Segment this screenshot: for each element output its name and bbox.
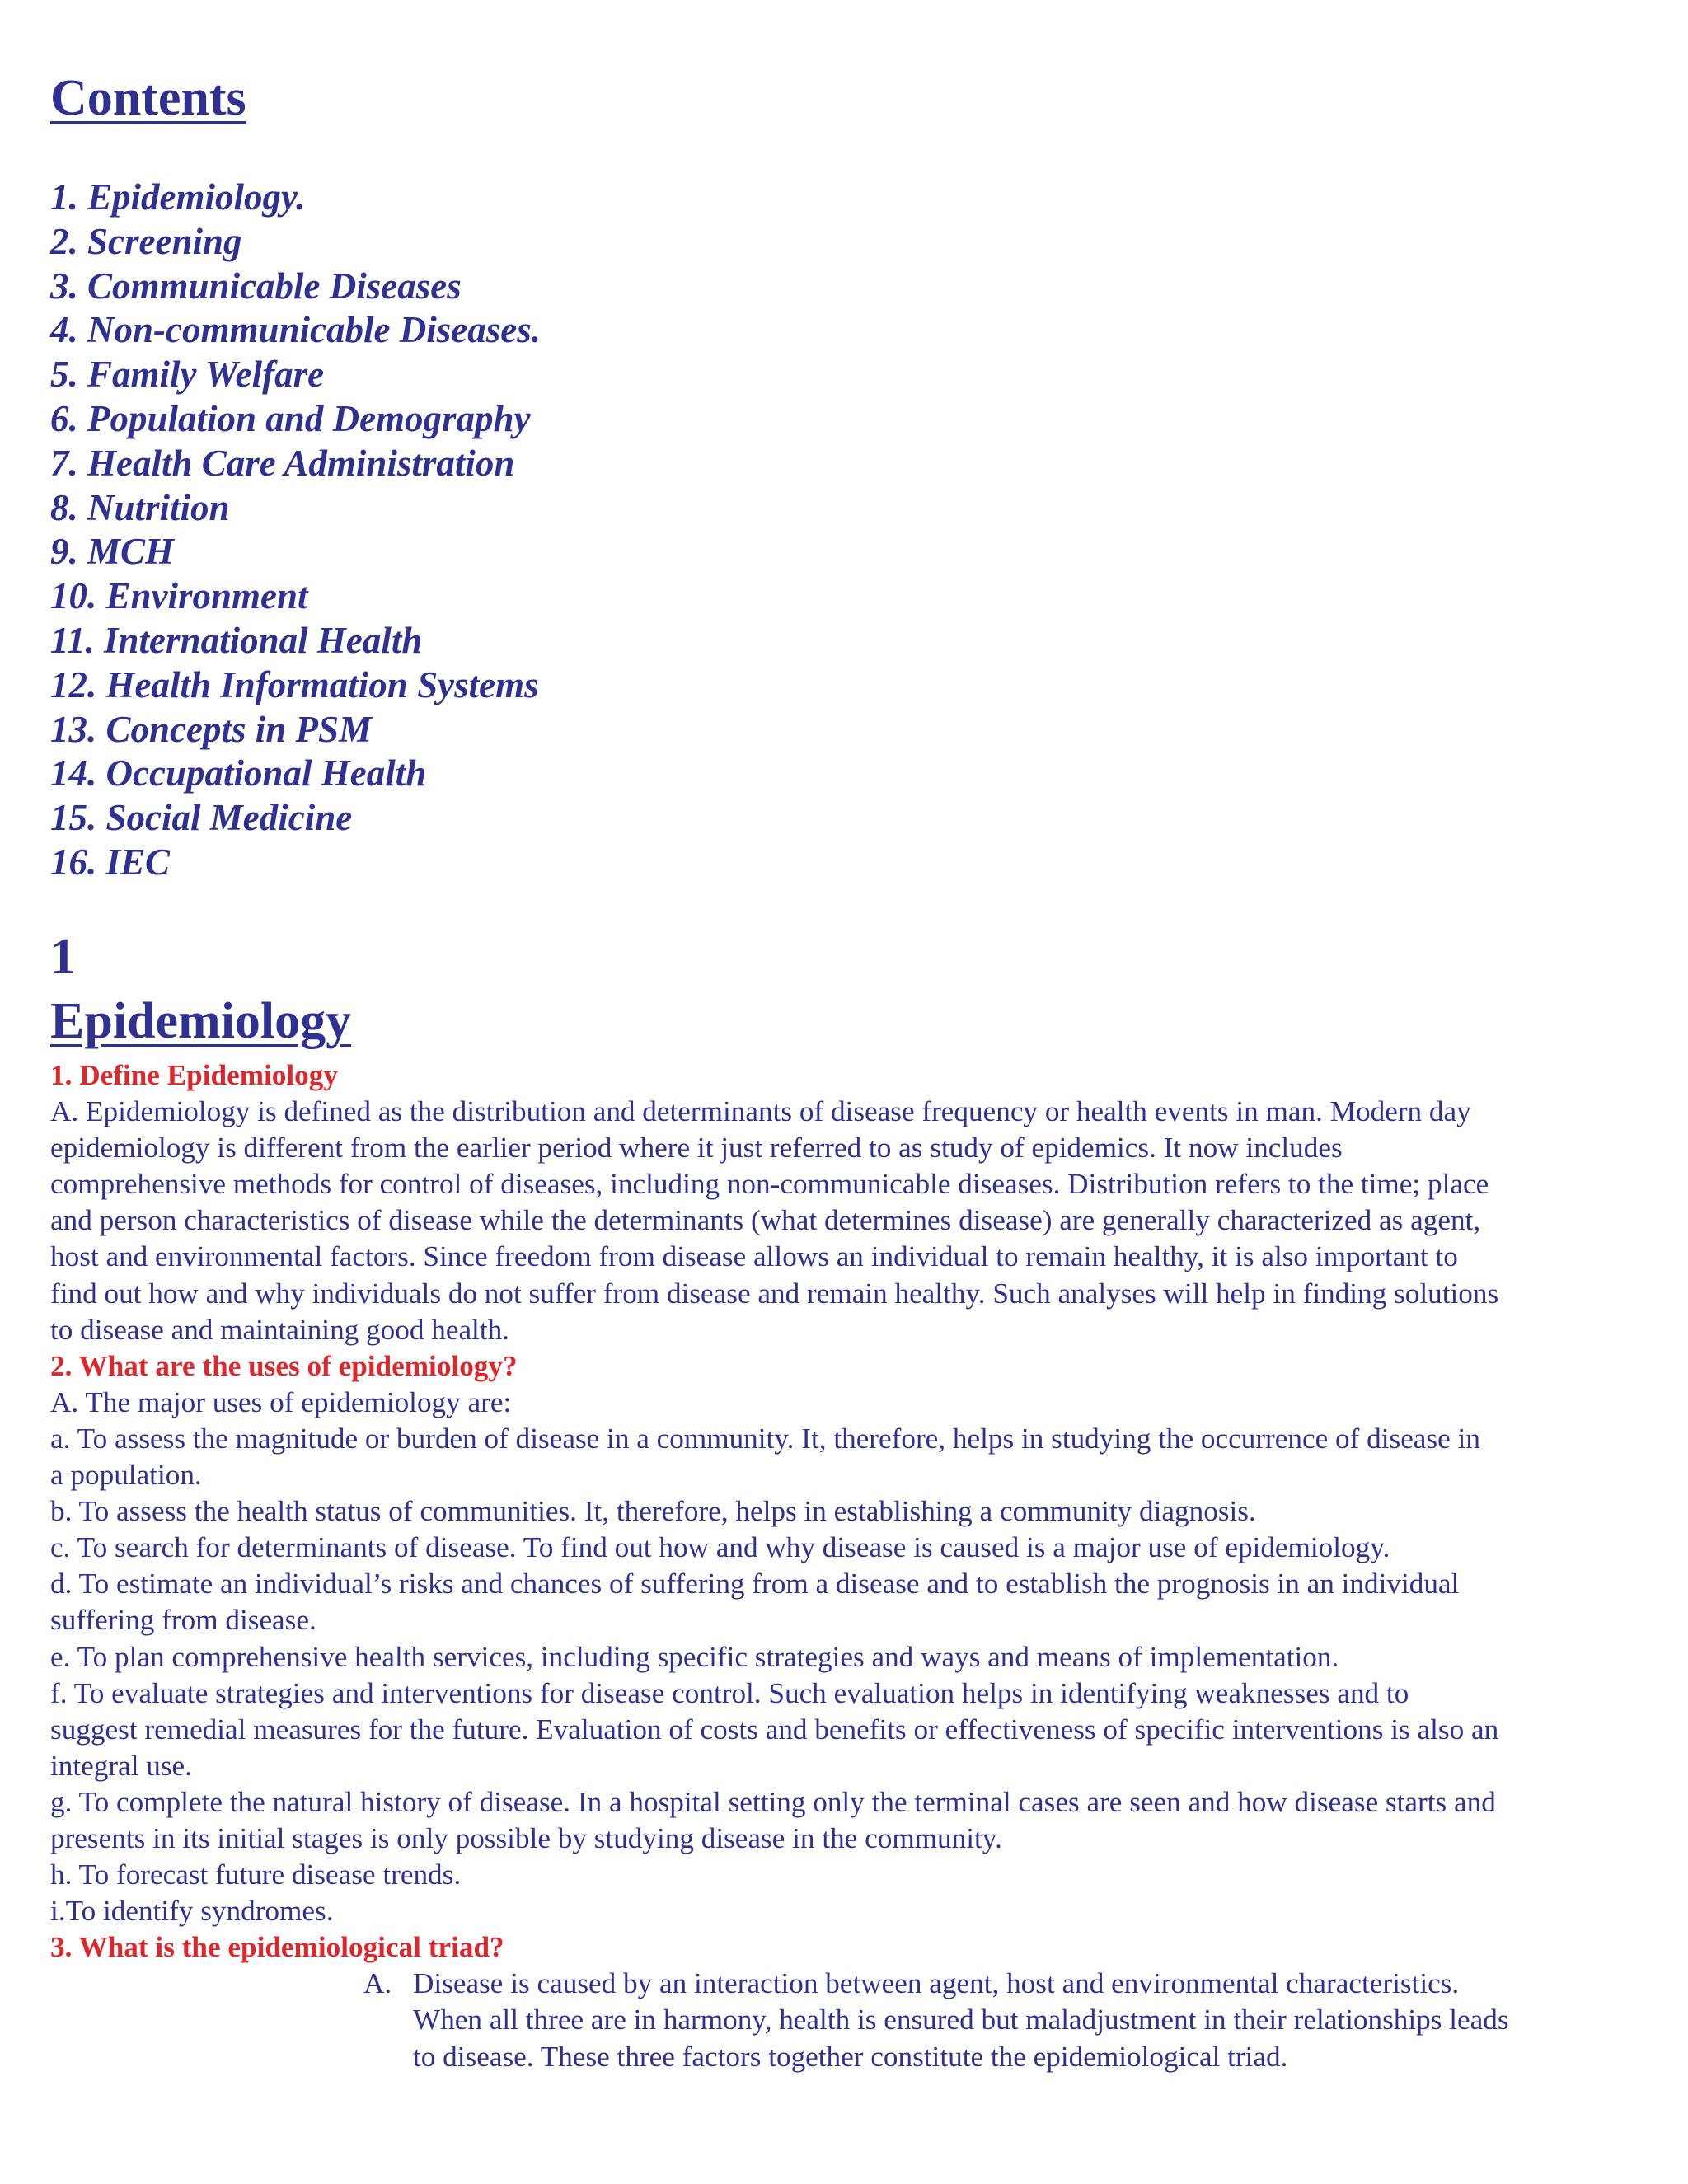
- answer-line: A. Epidemiology is defined as the distribution and determinants of disease frequency or health events in man. Modern day: [50, 1095, 1471, 1128]
- answer-line: i.To identify syndromes.: [50, 1895, 334, 1928]
- answer-label: A.: [363, 1967, 392, 2000]
- answer-line: f. To evaluate strategies and interventions for disease control. Such evaluation helps in identifying weaknesses and to: [50, 1676, 1409, 1709]
- table-of-contents: [50, 176, 541, 885]
- answer-line: When all three are in harmony, health is ensured but maladjustment in their relationships leads: [413, 2004, 1509, 2036]
- toc-item: 7. Health Care Administration: [50, 442, 515, 484]
- answer-line: to disease and maintaining good health.: [50, 1313, 510, 1346]
- answer-line: epidemiology is different from the earlier period where it just referred to as study of epidemics. It now includes: [50, 1132, 1343, 1165]
- answer-line: suggest remedial measures for the future. Evaluation of costs and benefits or effectiveness of specific interventions is also an: [50, 1713, 1499, 1746]
- answer-line: a population.: [50, 1459, 202, 1492]
- toc-item: 9. MCH: [50, 531, 175, 573]
- answer-line: host and environmental factors. Since freedom from disease allows an individual to remain healthy, it is also important to: [50, 1240, 1458, 1273]
- toc-item: 16. IEC: [50, 841, 171, 883]
- chapter-title: Epidemiology: [50, 993, 352, 1049]
- toc-item: 3. Communicable Diseases: [50, 265, 462, 307]
- toc-item: 1. Epidemiology.: [50, 176, 306, 218]
- question-heading: 2. What are the uses of epidemiology?: [50, 1349, 518, 1382]
- answer-line: d. To estimate an individual’s risks and chances of suffering from a disease and to establish the prognosis in an individual: [50, 1568, 1460, 1601]
- answer-line: a. To assess the magnitude or burden of disease in a community. It, therefore, helps in studying the occurrence of disease in: [50, 1422, 1480, 1455]
- answer-line: c. To search for determinants of disease. To find out how and why disease is caused is a major use of epidemiology.: [50, 1531, 1390, 1564]
- answer-line: A. The major uses of epidemiology are:: [50, 1385, 512, 1418]
- answer-line: e. To plan comprehensive health services, including specific strategies and ways and means of implementation.: [50, 1640, 1339, 1673]
- toc-item: 8. Nutrition: [50, 486, 230, 528]
- answer-line: integral use.: [50, 1749, 192, 1782]
- toc-item: 10. Environment: [50, 575, 308, 617]
- answer-line: b. To assess the health status of communities. It, therefore, helps in establishing a community diagnosis.: [50, 1495, 1256, 1528]
- toc-item: 11. International Health: [50, 619, 423, 661]
- answer-line: find out how and why individuals do not suffer from disease and remain healthy. Such analyses will help in finding solutions: [50, 1277, 1499, 1310]
- question-heading: 3. What is the epidemiological triad?: [50, 1931, 504, 1964]
- toc-item: 4. Non-communicable Diseases.: [50, 309, 541, 351]
- answer-line: g. To complete the natural history of disease. In a hospital setting only the terminal cases are seen and how disease starts and: [50, 1785, 1496, 1818]
- toc-item: 14. Occupational Health: [50, 752, 427, 794]
- chapter-number: 1: [50, 929, 76, 985]
- answer-line: presents in its initial stages is only possible by studying disease in the community.: [50, 1821, 1002, 1854]
- indented-answer: [50, 1966, 1658, 2074]
- question-heading: 1. Define Epidemiology: [50, 1059, 338, 1091]
- toc-item: 12. Health Information Systems: [50, 663, 539, 705]
- answer-line: and person characteristics of disease while the determinants (what determines disease) are generally characterized as agent,: [50, 1204, 1481, 1237]
- answer-text: [413, 1966, 1658, 2074]
- answer-line: suffering from disease.: [50, 1604, 316, 1637]
- answer-line: h. To forecast future disease trends.: [50, 1858, 462, 1891]
- answer-line: Disease is caused by an interaction between agent, host and environmental characteristics.: [413, 1967, 1460, 2000]
- toc-item: 13. Concepts in PSM: [50, 708, 373, 750]
- answer-line: comprehensive methods for control of diseases, including non-communicable diseases. Distribution refers to the time; place: [50, 1168, 1489, 1201]
- answer-line: to disease. These three factors together constitute the epidemiological triad.: [413, 2040, 1288, 2073]
- chapter-body: [50, 1057, 1658, 2075]
- toc-item: 2. Screening: [50, 220, 242, 262]
- toc-item: 15. Social Medicine: [50, 797, 353, 839]
- toc-item: 6. Population and Demography: [50, 397, 531, 439]
- contents-heading: Contents: [50, 70, 246, 126]
- toc-item: 5. Family Welfare: [50, 354, 325, 396]
